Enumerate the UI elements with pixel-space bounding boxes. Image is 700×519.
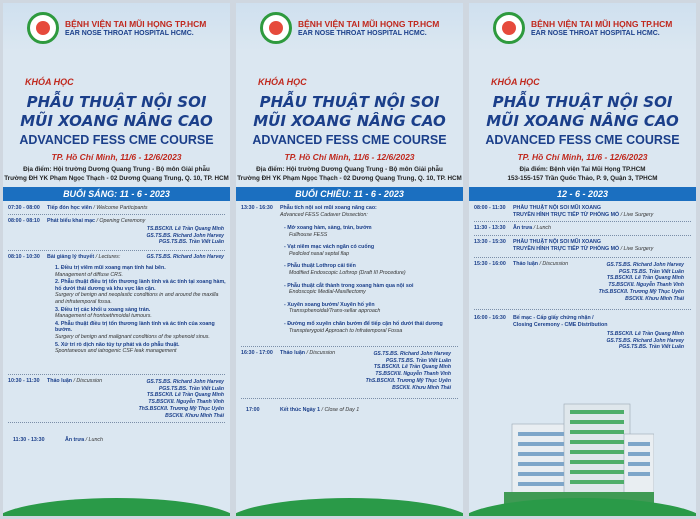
speaker-list: TS.BSCKII. Lê Trần Quang Minh GS.TS.BS. Richard John Harvey PGS.TS.BS. Trần Viết Luân bbox=[606, 331, 684, 351]
hospital-building-icon bbox=[504, 386, 654, 506]
course-date: TP. Hồ Chí Minh, 11/6 - 12/6/2023 bbox=[517, 152, 648, 162]
course-title-line1: PHẪU THUẬT NỘI SOI bbox=[492, 93, 673, 111]
course-title-en: ADVANCED FESS CME COURSE bbox=[19, 133, 214, 147]
course-title-line1: PHẪU THUẬT NỘI SOI bbox=[26, 93, 207, 111]
speaker-list: GS.TS.BS. Richard John Harvey PGS.TS.BS. Trần Viết Luân TS.BSCKII. Lê Trần Quang Minh TS.BSCKII. Nguyễn Thanh Vinh ThS.BSCKII. Trương Mỹ Thục Uyên BSCKII. Khưu Minh Thái bbox=[365, 351, 451, 391]
session-bar: 12 - 6 - 2023 bbox=[469, 187, 696, 201]
course-label: KHÓA HỌC bbox=[491, 77, 540, 87]
session-bar: BUỔI SÁNG: 11 - 6 - 2023 bbox=[3, 187, 230, 201]
schedule: 07:30 - 08:00 Tiếp đón học viên / Welcome Participants 08:00 - 08:10 Phát biểu khai mạc / Opening Ceremony TS.BSCKII. Lê Trần Quang Minh GS.TS.BS. Richard John Harvey PGS.TS.BS. Trần Viết Luân 08:10 - 10:30 Bài giảng lý thuyết / Lectures: GS.TS.BS. Richard John Harvey 1. Điều trị viêm mũi xoang mạn tính hai bên. Management of diffuse CRS. 2. Phẫu thuật điều trị tổn thương lành tính và ác tính tại xoang hàm, hố dưới thái dương và khu vực lân cận. Surgery of benign and neoplastic conditions in and around the maxilla and infratemporal fossa. 3. Điều trị các khối u xoang sàng trán. Management of frontoethmoidal tumours. 4. Phẫu thuật điều trị tổn thương lành tính và ác tính của xoang bướm. Surgery of benign and malignant conditions of the sphenoid sinus. 5. Xử trí rò dịch não tủy tự phát và do phẫu thuật. Spontaneous and iatrogenic CSF leak management 10:30 - 11:30 Thảo luận / Discussion GS.TS.BS. Richard John Harvey PGS.TS.BS. Trần Viết Luân TS.BSCKII. Lê Trần Quang Minh TS.BSCKII. Nguyễn Thanh Vinh ThS.BSCKII. Trương Mỹ Thục Uyên BSCKII. Khưu Minh Thái 11:30 - 13:30 Ăn trưa / Lunch bbox=[8, 205, 226, 443]
course-title-en: ADVANCED FESS CME COURSE bbox=[252, 133, 447, 147]
course-title-line2: MŨI XOANG NÂNG CAO bbox=[20, 112, 213, 130]
session-bar: BUỔI CHIỀU: 11 - 6 - 2023 bbox=[236, 187, 463, 201]
speaker-list: GS.TS.BS. Richard John Harvey PGS.TS.BS. Trần Viết Luân TS.BSCKII. Lê Trần Quang Minh TS.BSCKII. Nguyễn Thanh Vinh ThS.BSCKII. Trương Mỹ Thục Uyên BSCKII. Khưu Minh Thái bbox=[138, 379, 224, 419]
hospital-name-en: EAR NOSE THROAT HOSPITAL HCMC. bbox=[65, 30, 194, 37]
program-panel-day2 bbox=[469, 3, 696, 516]
course-date: TP. Hồ Chí Minh, 11/6 - 12/6/2023 bbox=[284, 152, 415, 162]
hospital-name-vi: BỆNH VIỆN TAI MŨI HỌNG TP.HCM bbox=[65, 19, 207, 29]
course-label: KHÓA HỌC bbox=[258, 77, 307, 87]
hospital-name-vi: BỆNH VIỆN TAI MŨI HỌNG TP.HCM bbox=[298, 19, 440, 29]
course-title-line2: MŨI XOANG NÂNG CAO bbox=[486, 112, 679, 130]
hospital-logo-icon bbox=[260, 12, 292, 44]
hospital-logo-icon bbox=[27, 12, 59, 44]
hospital-logo-icon bbox=[493, 12, 525, 44]
course-title-line2: MŨI XOANG NÂNG CAO bbox=[253, 112, 446, 130]
program-panel-day1-morning bbox=[3, 3, 230, 516]
course-title-en: ADVANCED FESS CME COURSE bbox=[485, 133, 680, 147]
hospital-name-en: EAR NOSE THROAT HOSPITAL HCMC. bbox=[531, 30, 660, 37]
hospital-name-vi: BỆNH VIỆN TAI MŨI HỌNG TP.HCM bbox=[531, 19, 673, 29]
lecture-list: 1. Điều trị viêm mũi xoang mạn tính hai bên. Management of diffuse CRS. 2. Phẫu thuật điều trị tổn thương lành tính và ác tính tại xoang hàm, hố dưới thái dương và khu vực lân cận. Surgery of benign and neoplastic conditions in and around the maxilla and infratemporal fossa. 3. Điều trị các khối u xoang sàng trán. Management of frontoethmoidal tumours. 4. Phẫu thuật điều trị tổn thương lành tính và ác tính của xoang bướm. Surgery of benign and malignant conditions of the sphenoid sinus. 5. Xử trí rò dịch não tủy tự phát và do phẫu thuật. Spontaneous and iatrogenic CSF leak management bbox=[55, 265, 226, 355]
program-panel-day1-afternoon bbox=[236, 3, 463, 516]
venue: Địa điểm: Hội trường Dương Quang Trung - Bộ môn Giải phẫu Trường ĐH YK Phạm Ngọc Thạch - 02 Dương Quang Trung, Q. 10, TP. HCM bbox=[237, 166, 462, 182]
speaker-list: GS.TS.BS. Richard John Harvey PGS.TS.BS. Trần Viết Luân TS.BSCKII. Lê Trần Quang Minh TS.BSCKII. Nguyễn Thanh Vinh ThS.BSCKII. Trương Mỹ Thục Uyên BSCKII. Khưu Minh Thái bbox=[598, 262, 684, 302]
panel-header bbox=[236, 3, 463, 51]
dissection-list: - Mở xoang hàm, sàng, trán, bướm Fullhouse FESS - Vạt niêm mạc vách ngăn có cuống Pedicled nasal septal flap - Phẫu thuật Lothrop cải tiến Modified Endoscopic Lothrop (Draft III Procedure) - Phẫu thuật cắt thành trong xoang hàm qua nội soi Endoscopic Medial-Maxillectomy - Xuyên xoang bướm/ Xuyên hố yên Transsphenoidal/Trans-sellar approach - Đường mổ xuyên chân bướm để tiếp cận hố dưới thái dương Transpterygoid Approach to Infratemporal Fossa bbox=[284, 225, 443, 334]
schedule: 13:30 - 16:30 Phẫu tích nội soi mũi xoang nâng cao: Advanced FESS Cadaver Dissection: - Mở xoang hàm, sàng, trán, bướm Fullhouse FESS - Vạt niêm mạc vách ngăn có cuống Pedicled nasal septal flap - Phẫu thuật Lothrop cải tiến Modified Endoscopic Lothrop (Draft III Procedure) - Phẫu thuật cắt thành trong xoang hàm qua nội soi Endoscopic Medial-Maxillectomy - Xuyên xoang bướm/ Xuyên hố yên Transsphenoidal/Trans-sellar approach - Đường mổ xuyên chân bướm để tiếp cận hố dưới thái dương Transpterygoid Approach to Infratemporal Fossa 16:30 - 17:00 Thảo luận / Discussion GS.TS.BS. Richard John Harvey PGS.TS.BS. Trần Viết Luân TS.BSCKII. Lê Trần Quang Minh TS.BSCKII. Nguyễn Thanh Vinh ThS.BSCKII. Trương Mỹ Thục Uyên BSCKII. Khưu Minh Thái 17:00 Kết thúc Ngày 1 / Close of Day 1 bbox=[236, 201, 463, 509]
course-label: KHÓA HỌC bbox=[25, 77, 74, 87]
schedule: 08:00 - 11:30 PHẪU THUẬT NỘI SOI MŨI XOANG TRUYỀN HÌNH TRỰC TIẾP TỪ PHÒNG MỔ / Live Surgery 11:30 - 13:30 Ăn trưa / Lunch 13:30 - 15:30 PHẪU THUẬT NỘI SOI MŨI XOANG TRUYỀN HÌNH TRỰC TIẾP TỪ PHÒNG MỔ / Live Surgery 15:30 - 16:00 Thảo luận / Discussion GS.TS.BS. Richard John Harvey PGS.TS.BS. Trần Viết Luân TS.BSCKII. Lê Trần Quang Minh TS.BSCKII. Nguyễn Thanh Vinh ThS.BSCKII. Trương Mỹ Thục Uyên BSCKII. Khưu Minh Thái 16:00 - 16:30 Bế mạc - Cấp giấy chứng nhận / Closing Ceremony - CME Distribution TS.BSCKII. Lê Trần Quang Minh GS.TS.BS. Richard John Harvey PGS.TS.BS. Trần Viết Luân bbox=[469, 201, 696, 509]
hospital-name-en: EAR NOSE THROAT HOSPITAL HCMC. bbox=[298, 30, 427, 37]
panel-header bbox=[469, 3, 696, 51]
speaker-list: TS.BSCKII. Lê Trần Quang Minh GS.TS.BS. Richard John Harvey PGS.TS.BS. Trần Viết Luân bbox=[146, 226, 224, 246]
course-title-line1: PHẪU THUẬT NỘI SOI bbox=[259, 93, 440, 111]
panel-header bbox=[3, 3, 230, 51]
venue: Địa điểm: Hội trường Dương Quang Trung - Bộ môn Giải phẫu Trường ĐH YK Phạm Ngọc Thạch - 02 Dương Quang Trung, Q. 10, TP. HCM bbox=[4, 166, 229, 182]
venue: Địa điểm: Bệnh viện Tai Mũi Họng TP.HCM 153-155-157 Trần Quốc Thảo, P. 9, Quận 3, TPHCM bbox=[507, 166, 658, 182]
course-date: TP. Hồ Chí Minh, 11/6 - 12/6/2023 bbox=[51, 152, 182, 162]
speaker-list: GS.TS.BS. Richard John Harvey bbox=[146, 254, 224, 260]
